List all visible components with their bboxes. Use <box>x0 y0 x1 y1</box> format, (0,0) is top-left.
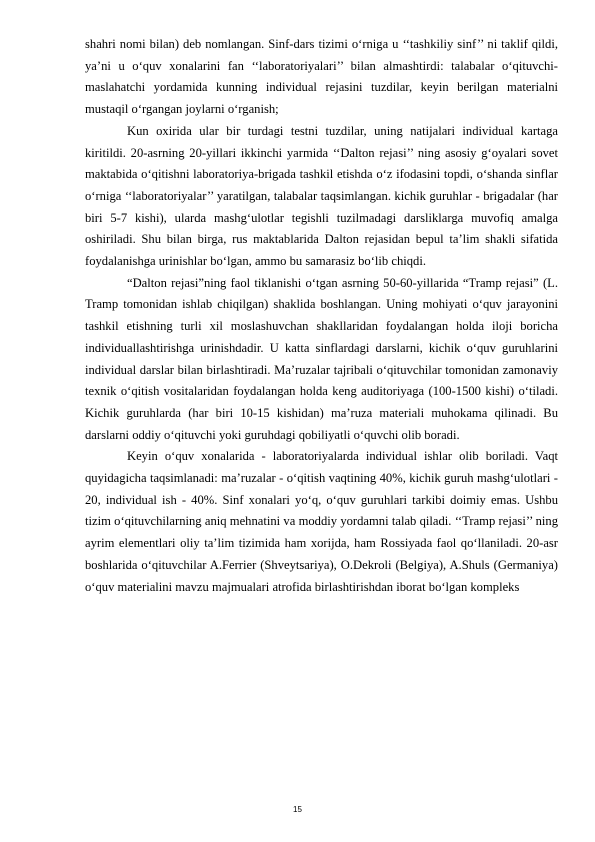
document-body <box>85 34 558 598</box>
paragraph-dalton-rejasi: “Dalton rejasi”ning faol tiklanishi o‘tgan asrning 50-60-yillarida “Tramp rejasi” (L. Tramp tomonidan ishlab chiqilgan) shaklida boshlangan. Uning mohiyati o‘quv jarayonini tashkil etishning turli xil moslashuvchan shakllaridan foydalangan holda iloji boricha individuallashtirishga urinishdadir. U katta sinflardagi darslarni, kichik o‘quv guruhlarini individual darslar bilan birlashtiradi. Ma’ruzalar tajribali o‘qituvchilar tomonidan zamonaviy texnik o‘qitish vositalaridan foydalangan holda keng auditoriyaga (100-1500 kishi) o‘tiladi. Kichik guruhlarda (har biri 10-15 kishidan) ma’ruza materiali muhokama qilinadi. Bu darslarni oddiy o‘qituvchi yoki guruhdagi qobiliyatli o‘quvchi olib boradi. <box>85 275 558 442</box>
page-number: 15 <box>293 805 302 814</box>
paragraph-kun-oxirida: Kun oxirida ular bir turdagi testni tuzdilar, uning natijalari individual kartaga kiritildi. 20-asrning 20-yillari ikkinchi yarmida ‘‘Dalton rejasi’’ ning asosiy g‘oyalari sovet maktabida o‘qitishni laboratoriya-brigada tashkil etishda o‘z ifodasini topdi, o‘shanda sinflar o‘rniga ‘‘laboratoriyalar’’ yaratilgan, talabalar taqsimlangan. kichik guruhlar - brigadalar (har biri 5-7 kishi), ularda mashg‘ulotlar tegishli tuzilmadagi darsliklarga muvofiq amalga oshiriladi. Shu bilan birga, rus maktablarida Dalton rejasidan bepul ta’lim shakli sifatida foydalanishga urinishlar bo‘lgan, ammo bu samarasiz bo‘lib chiqdi. <box>85 123 558 269</box>
paragraph-keyin: Keyin o‘quv xonalarida - laboratoriyalarda individual ishlar olib boriladi. Vaqt quyidagicha taqsimlanadi: ma’ruzalar - o‘qitish vaqtining 40%, kichik guruh mashg‘ulotlari - 20, individual ish - 40%. Sinf xonalari yo‘q, o‘quv guruhlari tarkibi doimiy emas. Ushbu tizim o‘qituvchilarning aniq mehnatini va moddiy yordamni talab qiladi. ‘‘Tramp rejasi’’ ning ayrim elementlari oliy ta’lim tizimida ham xorijda, ham Rossiyada faol qo‘llaniladi. 20-asr boshlarida o‘qituvchilar A.Ferrier (Shveytsariya), O.Dekroli (Belgiya), A.Shuls (Germaniya) o‘quv materialini mavzu majmualari atrofida birlashtirishdan iborat bo‘lgan kompleks <box>85 449 558 594</box>
paragraph-continuation: shahri nomi bilan) deb nomlangan. Sinf-dars tizimi o‘rniga u ‘‘tashkiliy sinf’’ ni taklif qildi, ya’ni u o‘quv xonalarini fan ‘‘laboratoriyalari’’ bilan almashtirdi: talabalar o‘qituvchi-maslahatchi yordamida kunning individual rejasini tuzdilar, keyin berilgan materialni mustaqil o‘rgangan joylarni o‘rganish; <box>85 37 558 117</box>
